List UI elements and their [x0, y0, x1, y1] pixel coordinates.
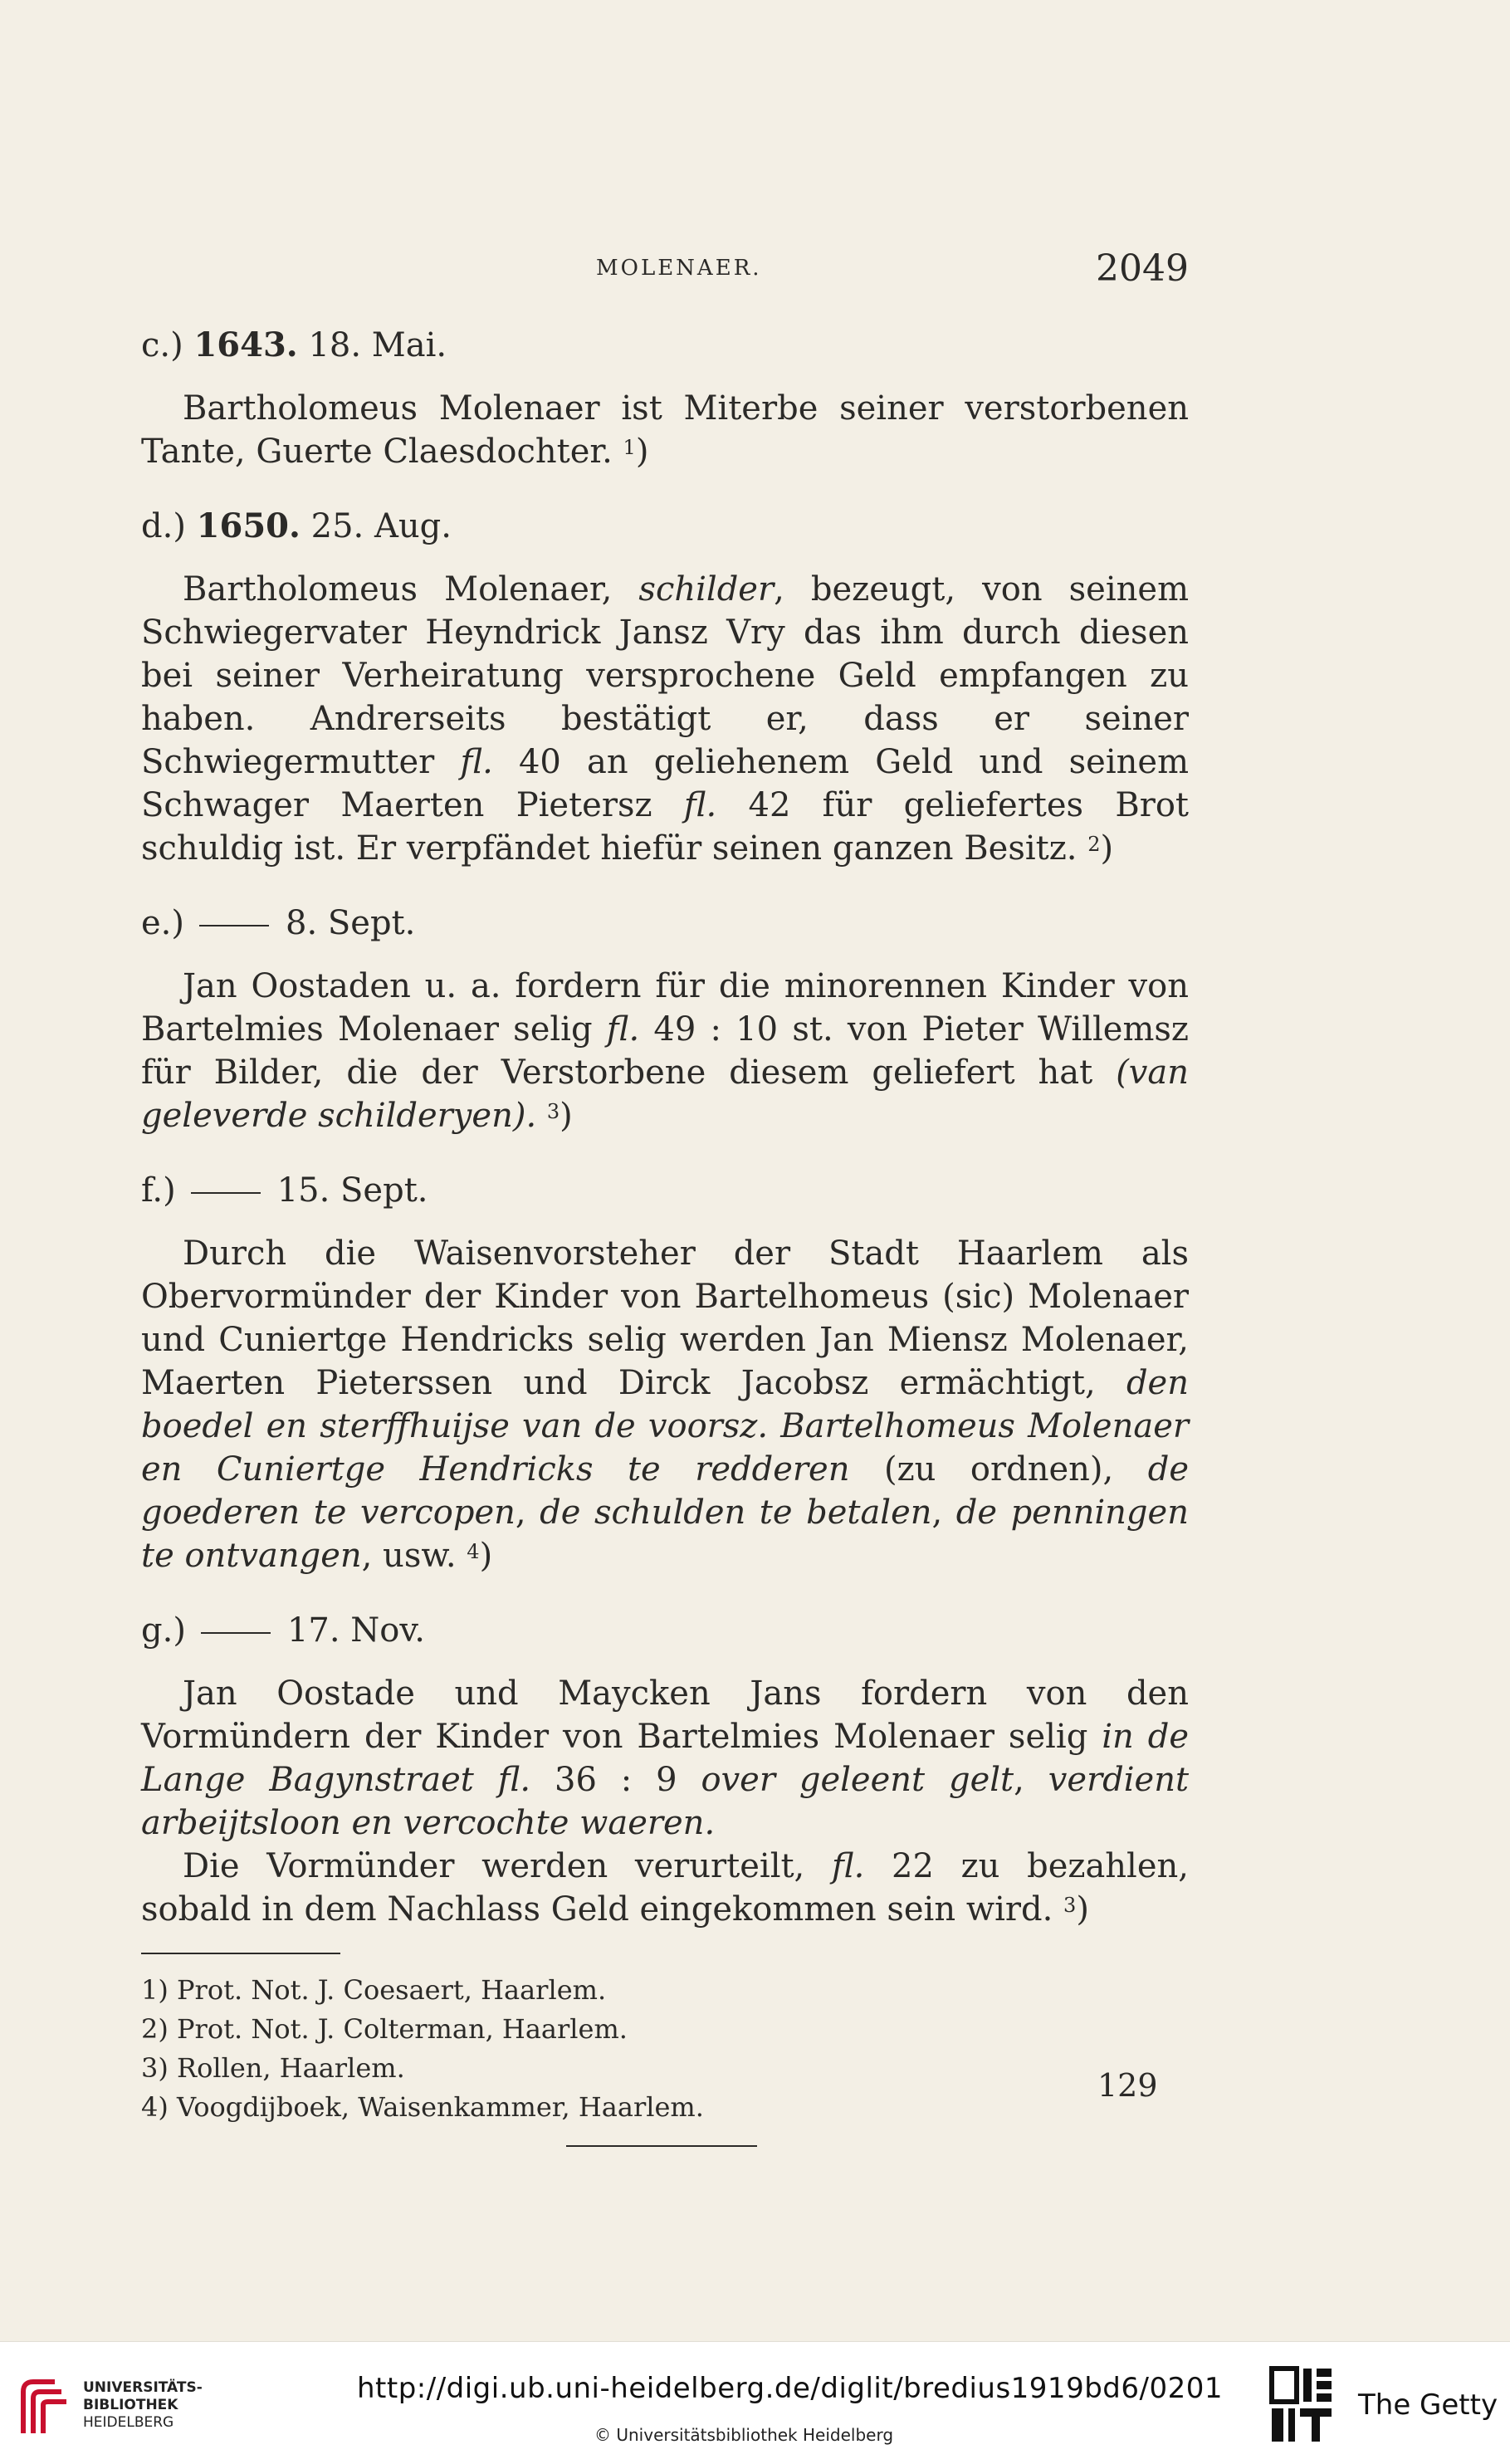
header-title: MOLENAER.	[596, 256, 762, 281]
footnote-4: 4) Voogdijboek, Waisenkammer, Haarlem.	[141, 2091, 704, 2123]
permalink-url[interactable]: http://digi.ub.uni-heidelberg.de/diglit/bredius1919bd6/0201	[357, 2372, 1223, 2405]
footnote-ref: 3	[546, 1100, 560, 1123]
entry-heading: e.) 8. Sept.	[141, 904, 416, 942]
entry-d	[141, 505, 1189, 870]
ditto-dash	[201, 1632, 271, 1634]
entry-c	[141, 324, 1189, 473]
entry-f	[141, 1169, 1189, 1577]
running-header	[141, 247, 1189, 297]
footnote-3: 3) Rollen, Haarlem.	[141, 2052, 405, 2084]
header-page-number: 2049	[1096, 247, 1189, 290]
footnotes	[141, 1971, 1189, 2127]
footnote-separator	[141, 1953, 340, 1954]
entry-text-continued: Die Vormünder werden verurteilt, fl. 22 zu bezahlen, sobald in dem Nachlass Geld eingekommen sein wird. $^3$)	[141, 1847, 1189, 1929]
entry-heading: f.) 15. Sept.	[141, 1171, 428, 1210]
entry-text: Jan Oostaden u. a. fordern für die minorennen Kinder von Bartelmies Molenaer selig fl. 49 : 10 st. von Pieter Willemsz für Bilder, die der Verstorbene diesem geliefert hat (van geleverde schilderyen). $^3$)	[141, 967, 1189, 1135]
footnote-ref: 2	[1087, 833, 1101, 856]
ditto-dash	[199, 925, 269, 926]
footnote-2: 2) Prot. Not. J. Colterman, Haarlem.	[141, 2013, 628, 2045]
end-rule	[566, 2145, 757, 2147]
copyright-notice: © Universitätsbibliothek Heidelberg	[594, 2425, 894, 2445]
viewer-footer	[0, 2341, 1510, 2464]
entry-e	[141, 902, 1189, 1137]
footnote-ref: 4	[467, 1540, 480, 1563]
getty-logo-icon	[1268, 2365, 1335, 2448]
ditto-dash	[191, 1192, 261, 1194]
entry-text: Bartholomeus Molenaer, schilder, bezeugt, von seinem Schwiegervater Heyndrick Jansz Vry das ihm durch diesen bei seiner Verheiratung versprochene Geld empfangen zu haben. Andrerseits bestätigt er, dass er seiner Schwiegermutter fl. 40 an geliehenem Geld und seinem Schwager Maerten Pietersz fl. 42 für geliefertes Brot schuldig ist. Er verpfändet hiefür seinen ganzen Besitz. $^2$)	[141, 570, 1190, 868]
library-name: UNIVERSITÄTS- BIBLIOTHEK HEIDELBERG	[83, 2379, 203, 2431]
entry-heading: g.) 17. Nov.	[141, 1611, 425, 1650]
page-number-bottom: 129	[1097, 2067, 1158, 2104]
document-body	[141, 324, 1189, 2147]
university-library-logo-icon	[15, 2375, 73, 2442]
entry-heading: c.) 1643. 18. Mai.	[141, 325, 447, 364]
footnote-ref: 1	[623, 436, 636, 459]
entry-text: Durch die Waisenvorsteher der Stadt Haarlem als Obervormünder der Kinder von Bartelhomeus (sic) Molenaer und Cuniertge Hendricks selig werden Jan Miensz Molenaer, Maerten Pieterssen und Dirck Jacobsz ermächtigt, den boedel en sterffhuijse van de voorsz. Bartelhomeus Molenaer en Cuniertge Hendricks te redderen (zu ordnen), de goederen te vercopen, de schulden te betalen, de penningen te ontvangen, usw. $^4$)	[141, 1234, 1189, 1575]
getty-name: The Getty	[1358, 2388, 1498, 2422]
entry-text: Bartholomeus Molenaer ist Miterbe seiner verstorbenen Tante, Guerte Claesdochter. $^1$)	[141, 389, 1189, 471]
footnote-ref: 3	[1063, 1894, 1077, 1917]
footnote-1: 1) Prot. Not. J. Coesaert, Haarlem.	[141, 1974, 607, 2006]
entry-text: Jan Oostade und Maycken Jans fordern von den Vormündern der Kinder von Bartelmies Molenaer selig in de Lange Bagynstraet fl. 36 : 9 over geleent gelt, verdient arbeijtsloon en vercochte waeren.	[141, 1674, 1190, 1842]
entry-heading: d.) 1650. 25. Aug.	[141, 506, 452, 545]
entry-g	[141, 1609, 1189, 1931]
